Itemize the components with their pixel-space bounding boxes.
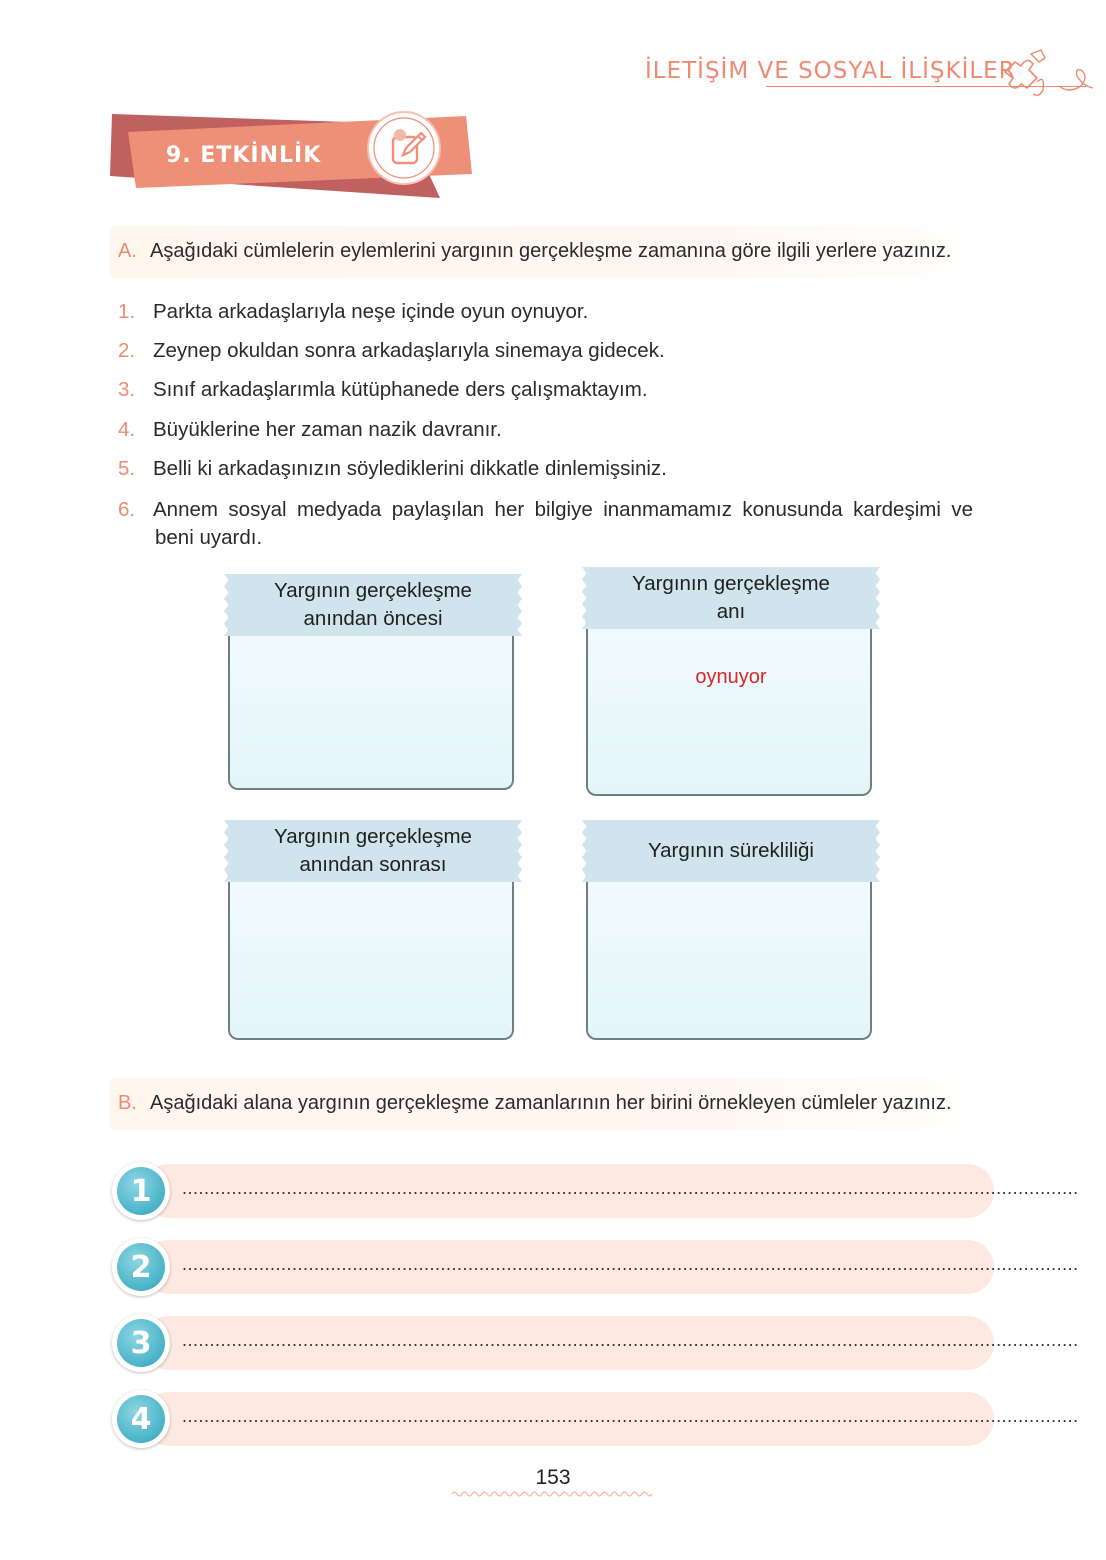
sentence-item	[118, 378, 648, 402]
answer-area[interactable]	[228, 626, 514, 790]
pencil-note-icon	[388, 128, 428, 168]
puzzle-icon	[997, 46, 1097, 102]
answer-row	[112, 1162, 1079, 1222]
answer-row	[112, 1238, 1079, 1298]
sentence-item	[118, 496, 973, 552]
sentence-item	[118, 457, 667, 481]
part-b-instruction	[110, 1078, 990, 1130]
answer-area[interactable]	[586, 872, 872, 1040]
sentence-text: Zeynep okuldan sonra arkadaşlarıyla sinemaya gidecek.	[153, 339, 665, 362]
sentence-number: 2.	[118, 339, 136, 362]
part-a-instruction-text: Aşağıdaki cümlelerin eylemlerini yargının gerçekleşme zamanına göre ilgili yerlere yazınız.	[150, 240, 952, 262]
box-heading: Yargının gerçekleşme anı	[632, 572, 830, 623]
dotted-line: ...................................................................................................................................................................	[182, 1330, 1079, 1350]
sentence-number: 3.	[118, 378, 136, 401]
box-the-moment	[582, 567, 882, 805]
dotted-line: ...................................................................................................................................................................	[182, 1178, 1079, 1198]
sentence-text: Büyüklerine her zaman nazik davranır.	[153, 418, 502, 441]
row-number-badge: 4	[112, 1390, 170, 1448]
sentence-item	[118, 418, 502, 442]
box-continuity	[582, 820, 882, 1060]
unit-title: İLETİŞİM VE SOSYAL İLİŞKİLER	[645, 58, 1016, 84]
box-after-moment	[224, 820, 524, 1060]
answer-row	[112, 1314, 1079, 1374]
sentence-text: Parkta arkadaşlarıyla neşe içinde oyun oynuyor.	[153, 300, 589, 323]
activity-title: 9. ETKİNLİK	[166, 143, 322, 168]
box-before-moment	[224, 574, 524, 806]
part-a-instruction	[110, 226, 990, 278]
box-heading: Yargının gerçekleşme anından öncesi	[274, 579, 472, 630]
sentence-item	[118, 339, 665, 363]
sentence-number: 6.	[118, 498, 136, 521]
sentence-number: 5.	[118, 457, 136, 480]
dotted-line: ...................................................................................................................................................................	[182, 1254, 1079, 1274]
sentence-text: Belli ki arkadaşınızın söylediklerini dikkatle dinlemişsiniz.	[153, 457, 667, 480]
answer-area[interactable]	[228, 872, 514, 1040]
part-b-instruction-text: Aşağıdaki alana yargının gerçekleşme zamanlarının her birini örnekleyen cümleler yazınız.	[150, 1092, 952, 1114]
sentence-text-line2: beni uyardı.	[155, 526, 263, 549]
row-number-badge: 2	[112, 1238, 170, 1296]
answer-area[interactable]	[586, 619, 872, 796]
part-a-letter: A.	[118, 240, 137, 262]
sentence-number: 4.	[118, 418, 136, 441]
box-heading: Yargının sürekliliği	[648, 839, 814, 862]
part-b-letter: B.	[118, 1092, 137, 1114]
row-number-badge: 1	[112, 1162, 170, 1220]
page-number: 153	[535, 1466, 571, 1489]
sentence-text: Sınıf arkadaşlarımla kütüphanede ders çalışmaktayım.	[153, 378, 648, 401]
box-heading: Yargının gerçekleşme anından sonrası	[274, 825, 472, 876]
answer-row	[112, 1390, 1079, 1450]
page-number-wave-decoration	[452, 1490, 652, 1498]
sentence-item	[118, 300, 588, 324]
row-number-badge: 3	[112, 1314, 170, 1372]
box-entry: oynuyor	[695, 666, 767, 688]
sentence-number: 1.	[118, 300, 136, 323]
dotted-line: ...................................................................................................................................................................	[182, 1406, 1079, 1426]
sentence-text-line1: Annem sosyal medyada paylaşılan her bilgiye inanmamamız konusunda kardeşimi ve	[153, 498, 973, 521]
